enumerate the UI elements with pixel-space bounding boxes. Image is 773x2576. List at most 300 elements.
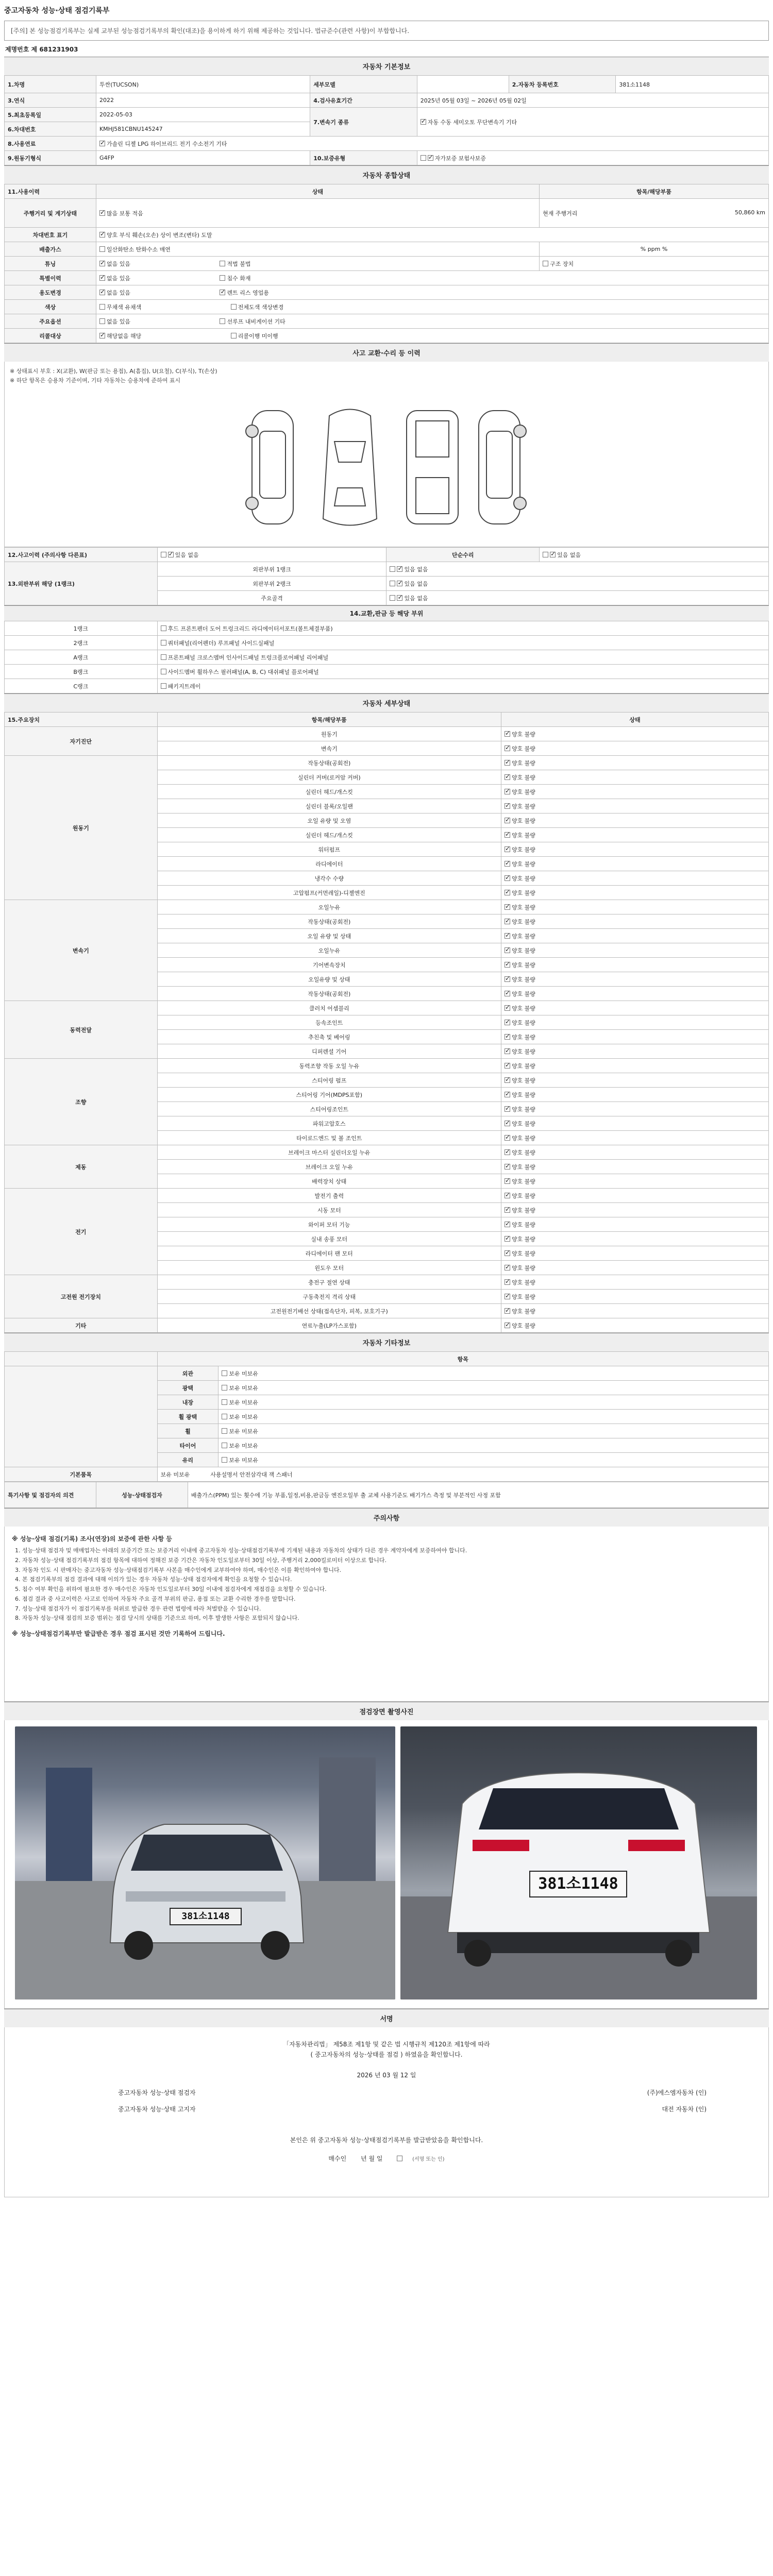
- value-sub-model: [417, 76, 509, 93]
- label-sub-model: 세부모델: [310, 76, 417, 93]
- checkbox-frame-yes: [390, 595, 395, 601]
- checkbox-other: [222, 1399, 227, 1405]
- vin-mark-state: [96, 228, 768, 242]
- checkbox-rank1-yes: [390, 566, 395, 572]
- detail-row: [5, 1189, 769, 1203]
- checkbox-detail-good: [505, 1279, 510, 1285]
- label-fuel: 8.사용연료: [5, 137, 96, 151]
- detail-state: [501, 1290, 768, 1304]
- section-basic-info: 자동차 기본정보: [4, 57, 769, 75]
- detail-group-label: 동력전달: [5, 1001, 158, 1059]
- detail-part: 발전기 출력: [157, 1189, 501, 1203]
- label-mileage: 주행거리 및 계기상태: [5, 199, 96, 228]
- other-basic-parts-label: 기본품목: [5, 1467, 158, 1482]
- detail-part: 실린더 헤드/개스킷: [157, 785, 501, 799]
- detail-part: 브레이크 마스터 실린더오일 누유: [157, 1145, 501, 1160]
- note-item: 8. 자동차 성능·상태 점검의 보증 범위는 점검 당시의 상태를 기준으로 하며, 이후 발생한 사항은 포함되지 않습니다.: [22, 1614, 761, 1623]
- detail-state-options: 양호 불량: [511, 1178, 535, 1185]
- notes-heading-1: ※ 성능·상태 점검(기록) 조사(연장)의 보증에 관한 사항 등: [12, 1535, 172, 1543]
- detail-part: 브레이크 오일 누유: [157, 1160, 501, 1174]
- section-parts: 14.교환,판금 등 해당 부위: [4, 605, 769, 621]
- other-item-options: 보유 미보유: [229, 1399, 258, 1406]
- detail-state-options: 양호 불량: [511, 1149, 535, 1156]
- checkbox-detail-good: [505, 1048, 510, 1054]
- opinion-table: [4, 1482, 769, 1508]
- detail-state: [501, 1189, 768, 1203]
- detail-state-options: 양호 불량: [511, 875, 535, 882]
- checkbox-detail-good: [505, 1005, 510, 1011]
- other-item-label: 광택: [157, 1381, 219, 1395]
- basic-parts-options: 보유 미보유: [160, 1471, 190, 1478]
- detail-state-options: 양호 불량: [511, 976, 535, 983]
- label-options: 주요옵션: [5, 314, 96, 329]
- checkbox-detail-good: [505, 731, 510, 737]
- basic-info-table: [4, 75, 769, 165]
- checkbox-detail-good: [505, 760, 510, 766]
- label-vin-mark: 차대번호 표기: [5, 228, 96, 242]
- checkbox-rank2-yes: [390, 581, 395, 586]
- other-item-options: 보유 미보유: [229, 1384, 258, 1392]
- receipt-text: 본인은 위 중고자동차 성능·상태점검기록부를 발급받았음을 확인합니다.: [290, 2137, 483, 2144]
- checkbox-detail-good: [505, 1207, 510, 1213]
- detail-part: 워터펌프: [157, 842, 501, 857]
- checkbox-options-none: [99, 318, 105, 324]
- checkbox-parts-rb: [161, 669, 166, 674]
- detail-part: 실내 송풍 모터: [157, 1232, 501, 1246]
- detail-part: 작동상태(공회전): [157, 756, 501, 770]
- detail-group-label: 전기: [5, 1189, 158, 1275]
- warranty-options: 자가보증 보험사보증: [434, 155, 486, 162]
- parts-rank-c-text: 패키지트레이: [167, 683, 201, 690]
- detail-state-options: 양호 불량: [511, 933, 535, 940]
- checkbox-rent: [220, 290, 225, 295]
- detail-part: 실린더 헤드/개스킷: [157, 828, 501, 842]
- checkbox-detail-good: [505, 1034, 510, 1040]
- checkbox-detail-good: [505, 774, 510, 780]
- checkbox-detail-good: [505, 745, 510, 751]
- mileage-value: 50,860 km: [734, 209, 765, 216]
- detail-state-options: 양호 불량: [511, 1077, 535, 1084]
- detail-part: 윈도우 모터: [157, 1261, 501, 1275]
- checkbox-parts-r1: [161, 625, 166, 631]
- car-outline-diagram: [242, 400, 530, 534]
- checkbox-accident-no: [168, 552, 174, 557]
- main-frame: 주요골격: [157, 591, 386, 605]
- detail-row: [5, 1275, 769, 1290]
- special-history-options: 없음 있음: [106, 275, 130, 282]
- detail-state-options: 양호 불량: [511, 947, 535, 954]
- detail-state: [501, 1059, 768, 1073]
- detail-state: [501, 785, 768, 799]
- detail-part: 구동축전지 격리 상태: [157, 1290, 501, 1304]
- label-usage-change: 용도변경: [5, 285, 96, 300]
- detail-state-options: 양호 불량: [511, 1264, 535, 1272]
- detail-state-options: 양호 불량: [511, 846, 535, 853]
- detail-row: [5, 1059, 769, 1073]
- detail-state-options: 양호 불량: [511, 904, 535, 911]
- detail-part: 등속조인트: [157, 1015, 501, 1030]
- detail-state-options: 양호 불량: [511, 759, 535, 767]
- checkbox-special-none: [99, 275, 105, 281]
- emission-state: [96, 242, 539, 257]
- checkbox-detail-good: [505, 1308, 510, 1314]
- detail-group-label: 원동기: [5, 756, 158, 900]
- other-item-label: 유리: [157, 1453, 219, 1467]
- checkbox-parts-ra: [161, 654, 166, 660]
- detail-part: 시동 모터: [157, 1203, 501, 1217]
- checkbox-achromatic: [99, 304, 105, 310]
- detail-state-options: 양호 불량: [511, 1308, 535, 1315]
- detail-part: 충전구 절연 상태: [157, 1275, 501, 1290]
- detail-head-part: 항목/해당부품: [157, 713, 501, 727]
- recall-sub: 리콜이행 미이행: [238, 332, 278, 340]
- detail-group-label: 기타: [5, 1318, 158, 1333]
- other-item-options: 보유 미보유: [229, 1456, 258, 1464]
- detail-part: 스티어링 기어(MDPS포함): [157, 1088, 501, 1102]
- accident-state: [157, 548, 386, 562]
- general-head-part: 항목/해당부품: [540, 184, 769, 199]
- detail-state: [501, 842, 768, 857]
- detail-part: 냉각수 수량: [157, 871, 501, 886]
- special-history-sub: 침수 화재: [227, 275, 251, 282]
- parts-rank-b: B랭크: [5, 665, 158, 679]
- mileage-note: 현재 주행거리: [543, 210, 578, 217]
- label-vin: 6.차대번호: [5, 122, 96, 137]
- detail-part: 작동상태(공회전): [157, 914, 501, 929]
- buyer-line: [5, 2154, 768, 2163]
- tuning-sub2-cell: [540, 257, 769, 271]
- rear-car-illustration: [400, 1726, 757, 1999]
- other-item-options: 보유 미보유: [229, 1413, 258, 1420]
- detail-state: [501, 1232, 768, 1246]
- detail-state-options: 양호 불량: [511, 1279, 535, 1286]
- detail-state-options: 양호 불량: [511, 1120, 535, 1127]
- detail-state: [501, 886, 768, 900]
- detail-state-options: 양호 불량: [511, 961, 535, 969]
- mileage-state: [96, 199, 539, 228]
- detail-state-options: 양호 불량: [511, 1322, 535, 1329]
- buyer-date: 년 월 일: [361, 2155, 383, 2162]
- detail-part: 파워고압호스: [157, 1116, 501, 1131]
- value-plate-number: 381소1148: [616, 76, 769, 93]
- detail-state-options: 양호 불량: [511, 990, 535, 997]
- other-item-label: 내장: [157, 1395, 219, 1410]
- checkbox-parts-rc: [161, 683, 166, 689]
- detail-state-options: 양호 불량: [511, 1048, 535, 1055]
- basic-parts-sub: 사용설명서 안전삼각대 잭 스패너: [210, 1471, 293, 1478]
- outer-rank-2-options: 있음 없음: [404, 580, 428, 587]
- checkbox-detail-good: [505, 846, 510, 852]
- section-other-info: 자동차 기타정보: [4, 1333, 769, 1351]
- other-item-label: 휠: [157, 1424, 219, 1438]
- checkbox-self-warranty: [421, 155, 426, 161]
- detail-part: 원동기: [157, 727, 501, 741]
- label-transmission: 7.변속기 종류: [310, 108, 417, 137]
- detail-row: [5, 756, 769, 770]
- usage-change-state: [96, 285, 768, 300]
- detail-row: [5, 1145, 769, 1160]
- detail-state: [501, 1044, 768, 1059]
- detail-state: [501, 1261, 768, 1275]
- notifier-value: 대전 자동차 (인): [662, 2106, 707, 2113]
- special-history-state: [96, 271, 768, 285]
- other-item-options: 보유 미보유: [229, 1370, 258, 1377]
- recall-options: 해당없음 해당: [106, 332, 142, 340]
- checkbox-gasoline: [99, 141, 105, 146]
- document-number-label: 제명번호 제: [5, 46, 38, 53]
- parts-rank-b-list: [157, 665, 768, 679]
- section-general-state: 자동차 종합상태: [4, 165, 769, 184]
- buyer-sign-box[interactable]: [397, 2156, 402, 2161]
- tuning-options: 없음 있음: [106, 260, 130, 267]
- parts-rank-2-text: 쿼터패널(리어펜더) 루프패널 사이드실패널: [167, 639, 275, 647]
- checkbox-detail-good: [505, 1265, 510, 1270]
- checkbox-detail-good: [505, 1222, 510, 1227]
- outer-rank-1-state: [386, 562, 769, 577]
- general-state-table: [4, 184, 769, 343]
- label-simple-repair: 단순수리: [386, 548, 540, 562]
- emission-units: % ppm %: [540, 242, 769, 257]
- detail-group-label: 자기진단: [5, 727, 158, 756]
- detail-state: [501, 1073, 768, 1088]
- options-sub: 선루프 내비게이션 기타: [227, 318, 285, 325]
- detail-state: [501, 1160, 768, 1174]
- detail-state: [501, 857, 768, 871]
- label-recall: 리콜대상: [5, 329, 96, 343]
- parts-rank-c: C랭크: [5, 679, 158, 693]
- section-signature: 서명: [4, 2009, 769, 2027]
- checkbox-co: [99, 246, 105, 252]
- detail-part: 오일누유: [157, 900, 501, 914]
- detail-part: 고전원전기배선 상태(접속단자, 피복, 보호기구): [157, 1304, 501, 1318]
- detail-state: [501, 958, 768, 972]
- color-state: [96, 300, 768, 314]
- value-engine-type: G4FP: [96, 151, 310, 165]
- other-item-label: 타이어: [157, 1438, 219, 1453]
- detail-state-options: 양호 불량: [511, 1091, 535, 1098]
- other-basic-parts-row: [5, 1467, 769, 1482]
- accident-options: 있음 없음: [175, 551, 199, 558]
- buyer-sign-hint: (서명 또는 인): [412, 2157, 445, 2162]
- value-first-registration: 2022-05-03: [96, 108, 310, 122]
- document-title: 중고자동차 성능·상태 점검기록부: [4, 7, 110, 15]
- outer-rank-2-state: [386, 577, 769, 591]
- checkbox-simple-yes: [543, 552, 548, 557]
- detail-state: [501, 1001, 768, 1015]
- checkbox-frame-no: [397, 595, 402, 601]
- checkbox-other: [222, 1414, 227, 1419]
- detail-state-options: 양호 불량: [511, 1293, 535, 1300]
- detail-state: [501, 1145, 768, 1160]
- note-item: 4. 본 점검기록부의 점검 결과에 대해 이의가 있는 경우 자동차 성능·상태 점검자에게 확인을 요청할 수 있습니다.: [22, 1575, 761, 1585]
- detail-state: [501, 1174, 768, 1189]
- detail-part: 와이퍼 모터 기능: [157, 1217, 501, 1232]
- checkbox-tuning-structure: [543, 261, 548, 266]
- detail-group-label: 변속기: [5, 900, 158, 1001]
- recall-state: [96, 329, 768, 343]
- detail-state: [501, 828, 768, 842]
- checkbox-detail-good: [505, 875, 510, 881]
- note-item: 6. 점검 결과 중 사고이력은 사고로 인하여 자동차 주요 골격 부위의 판금, 용접 또는 교환 수리한 경우를 말합니다.: [22, 1595, 761, 1604]
- general-head-history: 11.사용이력: [5, 184, 96, 199]
- color-options: 무채색 유채색: [106, 303, 142, 311]
- detail-state-options: 양호 불량: [511, 817, 535, 824]
- detail-state-options: 양호 불량: [511, 788, 535, 795]
- inspector-label: 중고자동차 성능·상태 점검자: [118, 2089, 196, 2096]
- transmission-options: 자동 수동 세미오토 무단변속기 기타: [427, 118, 517, 126]
- detail-state-options: 양호 불량: [511, 803, 535, 810]
- detail-part: 오일 유량 및 상태: [157, 929, 501, 943]
- detail-part: 타이로드엔드 및 볼 조인트: [157, 1131, 501, 1145]
- label-opinion: 특기사항 및 점검자의 의견: [5, 1482, 96, 1508]
- detail-state: [501, 1015, 768, 1030]
- value-warranty: [417, 151, 768, 165]
- checkbox-detail-good: [505, 976, 510, 982]
- accident-table: [4, 547, 769, 605]
- other-info-table: [4, 1351, 769, 1482]
- checkbox-tuning-none: [99, 261, 105, 266]
- outer-rank-1-options: 있음 없음: [404, 566, 428, 573]
- checkbox-detail-good: [505, 789, 510, 794]
- other-item-options: 보유 미보유: [229, 1428, 258, 1435]
- notifier-label: 중고자동차 성능·상태 고지자: [118, 2106, 196, 2113]
- value-transmission: [417, 108, 768, 137]
- parts-rank-a-text: 프론트패널 크로스멤버 인사이드패널 트렁크플로어패널 리어패널: [167, 654, 329, 661]
- other-item-state: [219, 1424, 769, 1438]
- detail-state: [501, 943, 768, 958]
- value-inspection-period: 2025년 05월 03일 ~ 2026년 05월 02일: [417, 93, 768, 108]
- label-first-registration: 5.최초등록일: [5, 108, 96, 122]
- parts-table: [4, 621, 769, 693]
- detail-part: 고압펌프(커먼레일)-디젤엔진: [157, 886, 501, 900]
- checkbox-parts-r2: [161, 640, 166, 646]
- note-item: 2. 자동차 성능·상태 점검기록부의 점검 항목에 대하여 정해진 보증 기간은 자동차 인도일로부터 30일 이상, 주행거리 2,000킬로미터 이상으로 합니다.: [22, 1556, 761, 1566]
- detail-part: 라디에이터: [157, 857, 501, 871]
- parts-rank-1-text: 후드 프론트펜더 도어 트렁크리드 라디에이터서포트(볼트체결부품): [167, 625, 333, 632]
- simple-repair-options: 있음 없음: [557, 551, 581, 558]
- declaration-1: 「자동차관리법」 제58조 제1항 및 같은 법 시행규칙 제120조 제1항에 따라: [283, 2041, 490, 2048]
- checkbox-detail-good: [505, 1106, 510, 1112]
- note-item: 5. 침수 여부 확인을 위하여 필요한 경우 매수인은 자동차 인도일로부터 30일 이내에 점검자에게 재점검을 요청할 수 있습니다.: [22, 1585, 761, 1595]
- checkbox-vin-good: [99, 232, 105, 238]
- detail-part: 실린더 커버(로커암 커버): [157, 770, 501, 785]
- diagram-legend: [10, 367, 217, 385]
- detail-part: 오일 유량 및 오염: [157, 814, 501, 828]
- detail-state: [501, 1116, 768, 1131]
- notes-list: [22, 1546, 761, 1623]
- detail-state-options: 양호 불량: [511, 1019, 535, 1026]
- detail-part: 디퍼렌셜 기어: [157, 1044, 501, 1059]
- section-detail-state: 자동차 세부상태: [4, 693, 769, 712]
- inspector-value: (주)에스엠자동차 (인): [647, 2089, 707, 2096]
- checkbox-detail-good: [505, 1092, 510, 1097]
- label-car-name: 1.차명: [5, 76, 96, 93]
- parts-rank-2-list: [157, 636, 768, 650]
- checkbox-accident-yes: [161, 552, 166, 557]
- checkbox-detail-good: [505, 1178, 510, 1184]
- label-plate-number: 2.자동차 등록번호: [509, 76, 616, 93]
- detail-state: [501, 1217, 768, 1232]
- checkbox-detail-good: [505, 861, 510, 867]
- detail-part: 오일유량 및 상태: [157, 972, 501, 987]
- outer-rank-1: 외판부위 1랭크: [157, 562, 386, 577]
- checkbox-simple-no: [550, 552, 556, 557]
- detail-state: [501, 1088, 768, 1102]
- other-group-label: [5, 1366, 158, 1467]
- checkbox-auto: [421, 119, 426, 125]
- detail-group-label: 고전원 전기장치: [5, 1275, 158, 1318]
- detail-state: [501, 914, 768, 929]
- checkbox-recall-done: [231, 333, 237, 338]
- detail-part: 클러치 어셈블리: [157, 1001, 501, 1015]
- checkbox-detail-good: [505, 1236, 510, 1242]
- other-item-state: [219, 1366, 769, 1381]
- label-year: 3.연식: [5, 93, 96, 108]
- detail-state-options: 양호 불량: [511, 1134, 535, 1142]
- detail-head-device: 15.주요장치: [5, 713, 158, 727]
- front-license-plate: 381소1148: [170, 1908, 242, 1925]
- detail-state: [501, 1246, 768, 1261]
- value-fuel: [96, 137, 768, 151]
- section-notes: 주의사항: [4, 1508, 769, 1527]
- car-diagram-area: [4, 362, 769, 547]
- detail-state-options: 양호 불량: [511, 1221, 535, 1228]
- parts-rank-b-text: 사이드멤버 휠하우스 필러패널(A, B, C) 대쉬패널 플로어패널: [167, 668, 319, 675]
- label-engine-type: 9.원동기형식: [5, 151, 96, 165]
- detail-state-options: 양호 불량: [511, 889, 535, 896]
- detail-part: 실린더 블록/오일팬: [157, 799, 501, 814]
- checkbox-other: [222, 1428, 227, 1434]
- notes-heading-2: ※ 성능·상태점검기록부만 발급받은 경우 점검 표시된 것만 기록하여 드립니다.: [12, 1630, 225, 1637]
- detail-state: [501, 900, 768, 914]
- usage-change-options: 없음 있음: [106, 289, 130, 296]
- checkbox-rank1-no: [397, 566, 402, 572]
- checkbox-detail-good: [505, 803, 510, 809]
- value-car-name: 투싼(TUCSON): [96, 76, 310, 93]
- checkbox-detail-good: [505, 904, 510, 910]
- front-car-illustration: [15, 1726, 395, 1999]
- other-item-state: [219, 1381, 769, 1395]
- checkbox-detail-good: [505, 1063, 510, 1069]
- checkbox-detail-good: [505, 947, 510, 953]
- detail-state: [501, 756, 768, 770]
- detail-state-options: 양호 불량: [511, 832, 535, 839]
- detail-state-options: 양호 불량: [511, 1235, 535, 1243]
- detail-state-options: 양호 불량: [511, 918, 535, 925]
- detail-state: [501, 770, 768, 785]
- checkbox-detail-good: [505, 991, 510, 996]
- detail-state: [501, 1318, 768, 1333]
- checkbox-other: [222, 1385, 227, 1391]
- label-warranty: 10.보증유형: [310, 151, 417, 165]
- checkbox-detail-good: [505, 1323, 510, 1328]
- emission-options: 일산화탄소 탄화수소 매연: [106, 246, 171, 253]
- signature-date: 2026 년 03 월 12 일: [357, 2072, 416, 2079]
- detail-state: [501, 814, 768, 828]
- detail-state: [501, 987, 768, 1001]
- detail-state-options: 양호 불량: [511, 860, 535, 868]
- checkbox-detail-good: [505, 1294, 510, 1299]
- document-number: [5, 45, 769, 54]
- detail-state-options: 양호 불량: [511, 731, 535, 738]
- checkbox-full-paint: [231, 304, 237, 310]
- buyer-label: 매수인: [328, 2155, 347, 2162]
- detail-state: [501, 871, 768, 886]
- parts-rank-2: 2랭크: [5, 636, 158, 650]
- checkbox-detail-good: [505, 1193, 510, 1198]
- label-special-history: 특별이력: [5, 271, 96, 285]
- detail-state-options: 양호 불량: [511, 1005, 535, 1012]
